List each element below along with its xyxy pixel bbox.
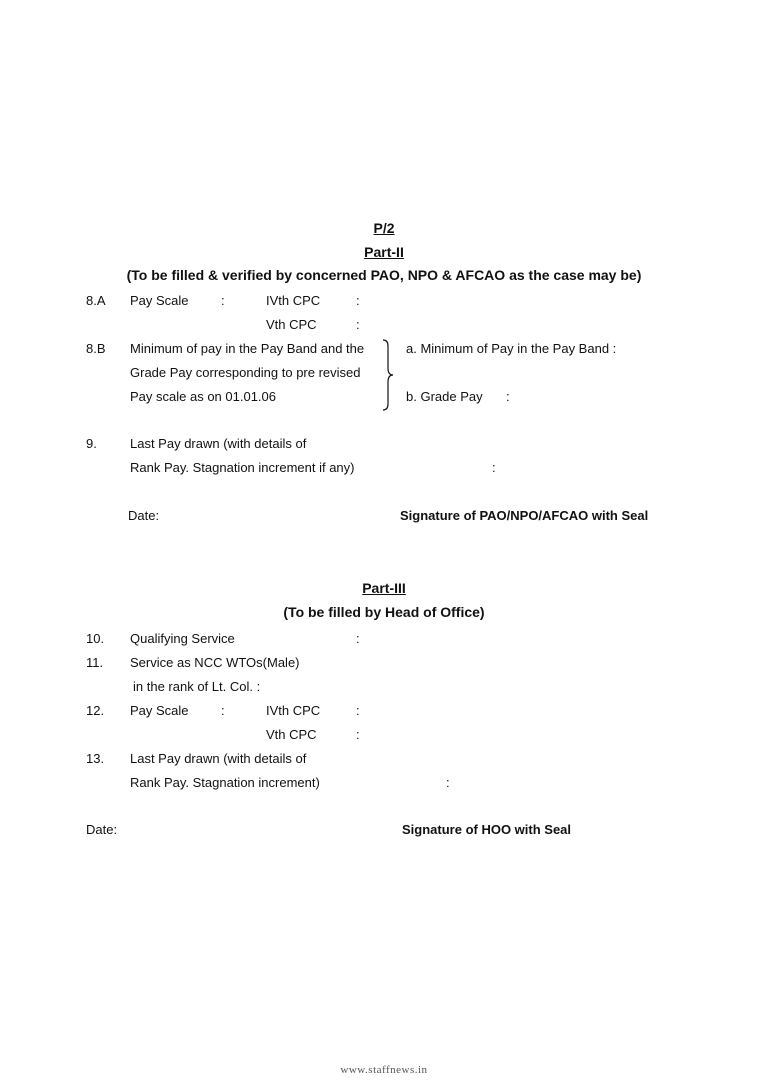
row-12-ivth-colon: : <box>356 703 360 718</box>
part3-date-label: Date: <box>86 822 118 837</box>
part3-subtitle: (To be filled by Head of Office) <box>283 604 485 620</box>
row-9-colon: : <box>492 460 496 475</box>
part2-date-label: Date: <box>128 508 160 523</box>
row-8b-number: 8.B <box>86 341 106 356</box>
row-12-vth-colon: : <box>356 727 360 742</box>
row-9-line2: Rank Pay. Stagnation increment if any) <box>130 460 355 475</box>
row-11-number: 11. <box>86 655 104 670</box>
row-8b-option-a: a. Minimum of Pay in the Pay Band : <box>406 341 617 356</box>
website-footer: www.staffnews.in <box>340 1064 428 1076</box>
row-12-number: 12. <box>86 703 105 718</box>
part2-title: Part-II <box>364 244 404 260</box>
row-12-colon: : <box>221 703 225 718</box>
row-8a-number: 8.A <box>86 293 106 308</box>
row-8a-vth-cpc: Vth CPC <box>266 317 317 332</box>
row-9-line1: Last Pay drawn (with details of <box>130 436 307 451</box>
row-8a-vth-colon: : <box>356 317 360 332</box>
row-8b-option-b-colon: : <box>506 389 510 404</box>
row-8a-ivth-colon: : <box>356 293 360 308</box>
row-8b-line1: Minimum of pay in the Pay Band and the <box>130 341 365 356</box>
part2-subtitle: (To be filled & verified by concerned PAO, NPO & AFCAO as the case may be) <box>126 267 642 283</box>
row-13-number: 13. <box>86 751 105 766</box>
page-number: P/2 <box>373 220 395 236</box>
part3-title: Part-III <box>362 580 406 596</box>
row-8a-ivth-cpc: IVth CPC <box>266 293 321 308</box>
row-12-vth-cpc: Vth CPC <box>266 727 317 742</box>
row-8b-option-b: b. Grade Pay <box>406 389 483 404</box>
row-8b-line2: Grade Pay corresponding to pre revised <box>130 365 361 380</box>
right-brace-icon <box>380 338 396 412</box>
part3-signature-label: Signature of HOO with Seal <box>402 822 572 837</box>
row-11-line2: in the rank of Lt. Col. : <box>133 679 261 694</box>
row-11-line1: Service as NCC WTOs(Male) <box>130 655 300 670</box>
row-8b-line3: Pay scale as on 01.01.06 <box>130 389 276 404</box>
row-10-label: Qualifying Service <box>130 631 235 646</box>
row-12-ivth-cpc: IVth CPC <box>266 703 321 718</box>
row-8a-label: Pay Scale <box>130 293 189 308</box>
row-13-line2: Rank Pay. Stagnation increment) <box>130 775 320 790</box>
row-9-number: 9. <box>86 436 97 451</box>
row-10-colon: : <box>356 631 360 646</box>
row-8a-colon: : <box>221 293 225 308</box>
row-13-line1: Last Pay drawn (with details of <box>130 751 307 766</box>
row-13-colon: : <box>446 775 450 790</box>
part2-signature-label: Signature of PAO/NPO/AFCAO with Seal <box>400 508 649 523</box>
row-12-label: Pay Scale <box>130 703 189 718</box>
row-10-number: 10. <box>86 631 105 646</box>
